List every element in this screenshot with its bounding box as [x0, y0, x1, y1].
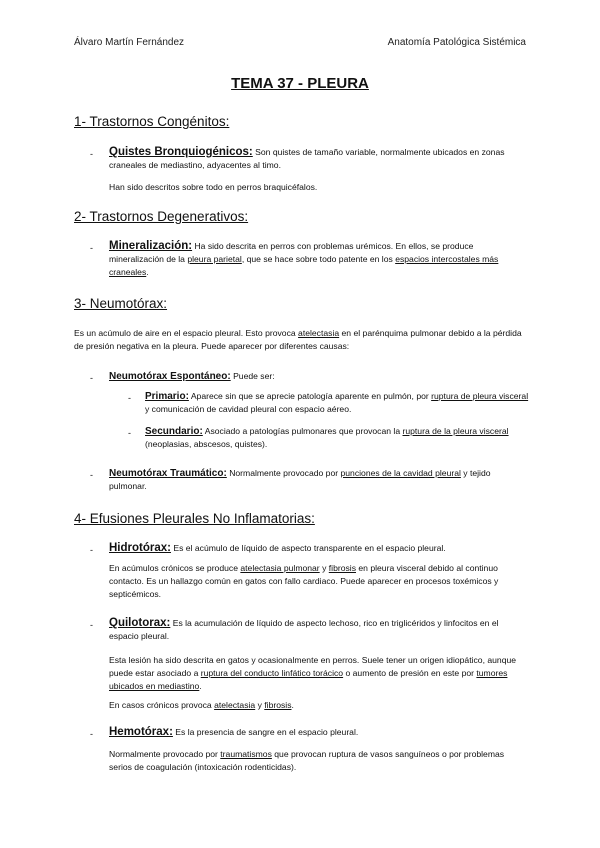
text: en pleura visceral debido al continuo contacto. Es un hallazgo común en gatos con fallo cardiaco. Puede aparecer en procesos toxémicos y septicémicos.	[109, 563, 499, 600]
section-1-heading: 1- Trastornos Congénitos:	[74, 114, 230, 129]
list-item-quilotorax	[90, 617, 530, 643]
term-primario: Primario:	[145, 391, 189, 402]
text: Normalmente provocado por	[226, 468, 341, 478]
neumotorax-intro	[74, 327, 530, 353]
text: En acúmulos crónicos se produce	[109, 563, 241, 573]
bullet: -	[128, 393, 131, 403]
quilotorax-paragraph	[109, 654, 529, 694]
list-item-primario	[128, 390, 530, 416]
underlined-text: pleura parietal	[187, 254, 242, 265]
list-item-espontaneo	[90, 370, 530, 383]
quistes-extra: Han sido descritos sobre todo en perros braquicéfalos.	[109, 182, 318, 192]
list-item-secundario	[128, 425, 530, 451]
underlined-text: punciones de la cavidad pleural	[340, 468, 461, 478]
term-mineralizacion: Mineralización:	[109, 240, 193, 252]
hidrotorax-paragraph	[109, 562, 529, 602]
underlined-text: fibrosis	[264, 700, 292, 710]
section-3-heading: 3- Neumotórax:	[74, 296, 168, 311]
text: Normalmente provocado por	[109, 749, 221, 759]
bullet: -	[90, 620, 93, 630]
term-quilotorax: Quilotorax:	[109, 617, 171, 629]
text: .	[146, 267, 149, 278]
text: o aumento de presión en este por	[343, 668, 477, 679]
hemotorax-paragraph	[109, 748, 529, 774]
quilotorax-chronic	[109, 699, 529, 712]
text: Es un acúmulo de aire en el espacio pleural. Esto provoca	[74, 328, 299, 338]
text: , que se hace sobre todo patente en los	[241, 254, 396, 265]
list-item-traumatico	[90, 467, 530, 493]
term-hidrotorax: Hidrotórax:	[109, 542, 171, 554]
underlined-text: fibrosis	[328, 563, 356, 573]
text: .	[291, 700, 294, 710]
text: Puede ser:	[230, 371, 275, 381]
term-hemotorax: Hemotórax:	[109, 726, 173, 738]
quistes-text: Son quistes de tamaño variable, normalmente ubicados en zonas craneales de mediastino, adyacentes al timo.	[109, 147, 505, 171]
text: y tejido pulmonar.	[109, 468, 491, 492]
underlined-text: ruptura de pleura visceral	[431, 391, 529, 401]
list-item-hidrotorax	[90, 542, 530, 555]
header-subject: Anatomía Patológica Sistémica	[387, 37, 526, 48]
bullet: -	[90, 470, 93, 480]
term-traumatico: Neumotórax Traumático:	[109, 468, 227, 479]
text: En casos crónicos provoca	[109, 700, 215, 710]
text: Es la acumulación de líquido de aspecto lechoso, rico en triglicéridos y linfocitos en el espacio pleural.	[109, 618, 499, 642]
text: y	[255, 700, 265, 710]
text: Ha sido descrita en perros con problemas urémicos. En ellos, se produce mineralización de la	[109, 241, 474, 265]
text: Es el acúmulo de líquido de aspecto transparente en el espacio pleural.	[170, 543, 446, 553]
text: y comunicación de cavidad pleural con espacio aéreo.	[145, 404, 352, 415]
header-author: Álvaro Martín Fernández	[74, 37, 185, 48]
underlined-text: atelectasia	[214, 700, 256, 710]
text: que provocan ruptura de vasos sanguíneos o por problemas serios de coagulación (intoxicación rodenticidas).	[109, 749, 505, 773]
page-title: TEMA 37 - PLEURA	[231, 75, 369, 92]
section-4-heading: 4- Efusiones Pleurales No Inflamatorias:	[74, 511, 315, 526]
bullet: -	[90, 373, 93, 383]
text: Aparece sin que se aprecie patología aparente en pulmón, por	[188, 391, 432, 401]
underlined-text: ruptura del conducto linfático torácico	[200, 668, 344, 679]
bullet: -	[90, 545, 93, 555]
bullet: -	[90, 243, 93, 253]
list-item-hemotorax	[90, 726, 530, 739]
text: Esta lesión ha sido descrita en gatos y ocasionalmente en perros. Suele tener un origen idiopático, aunque puede estar asociado a	[109, 655, 517, 679]
list-item-mineralizacion	[90, 240, 530, 280]
text: en el parénquima pulmonar debido a la pérdida de presión negativa en la pleura. Puede aparecer por diferentes causas:	[74, 328, 522, 352]
list-item-quistes	[90, 146, 530, 172]
underlined-text: ruptura de la pleura visceral	[402, 426, 509, 436]
text: y	[319, 563, 329, 573]
term-secundario: Secundario:	[145, 426, 203, 437]
underlined-text: traumatismos	[220, 749, 272, 759]
underlined-text: atelectasia pulmonar	[240, 563, 320, 573]
underlined-text: espacios intercostales más craneales	[109, 254, 499, 278]
text: (neoplasias, abscesos, quistes).	[145, 439, 268, 450]
underlined-text: atelectasia	[298, 328, 340, 338]
underlined-text: tumores ubicados en mediastino	[109, 668, 508, 692]
section-2-heading: 2- Trastornos Degenerativos:	[74, 209, 249, 224]
term-quistes: Quistes Bronquiogénicos:	[109, 146, 253, 158]
bullet: -	[90, 729, 93, 739]
bullet: -	[128, 428, 131, 438]
text: Es la presencia de sangre en el espacio pleural.	[172, 727, 359, 737]
bullet: -	[90, 149, 93, 159]
text: Asociado a patologías pulmonares que provocan la	[202, 426, 403, 436]
text: .	[199, 681, 202, 692]
term-espontaneo: Neumotórax Espontáneo:	[109, 371, 231, 382]
